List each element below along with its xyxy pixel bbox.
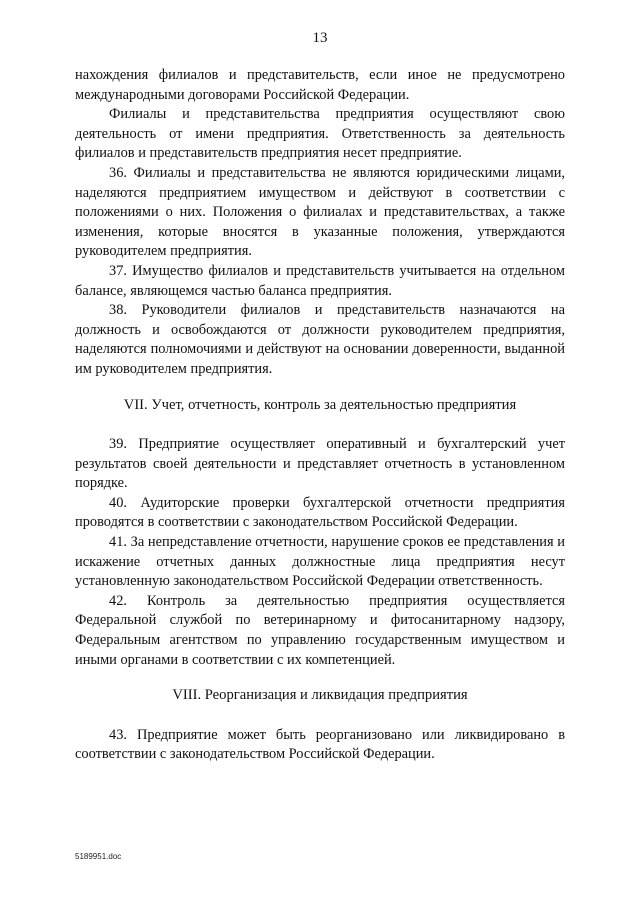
paragraph-42: 42. Контроль за деятельностью предприятия осуществляется Федеральной службой по ветеринарному и фитосанитарному надзору, Федеральным агентством по управлению государственным имуществом и иными органами в соответствии с их компетенцией. — [75, 592, 565, 668]
paragraph-continuation: нахождения филиалов и представительств, если иное не предусмотрено международными договорами Российской Федерации. — [75, 67, 565, 103]
section-vii-heading: VII. Учет, отчетность, контроль за деятельностью предприятия — [123, 396, 517, 413]
paragraph-40: 40. Аудиторские проверки бухгалтерской отчетности предприятия проводятся в соответствии с законодательством Российской Федерации. — [75, 494, 565, 531]
paragraph-37: 37. Имущество филиалов и представительств учитывается на отдельном балансе, являющемся частью баланса предприятия. — [75, 262, 565, 299]
page-number: 13 — [312, 30, 328, 46]
paragraph-branches-activity: Филиалы и представительства предприятия осуществляют свою деятельность от имени предприятия. Ответственность за деятельность филиалов и представительств предприятия несет предприятие. — [75, 106, 565, 162]
document-body — [75, 66, 565, 765]
paragraph-43: 43. Предприятие может быть реорганизовано или ликвидировано в соответствии с законодательством Российской Федерации. — [75, 726, 565, 763]
paragraph-39: 39. Предприятие осуществляет оперативный и бухгалтерский учет результатов своей деятельности и представляет отчетность в установленном порядке. — [75, 436, 565, 492]
footer-filename: 5189951.doc — [75, 852, 122, 861]
paragraph-41: 41. За непредставление отчетности, нарушение сроков ее представления и искажение отчетных данных должностные лица предприятия несут установленную законодательством Российской Федерации ответственность. — [75, 534, 565, 590]
paragraph-38: 38. Руководители филиалов и представительств назначаются на должность и освобождаются от должности руководителем предприятия, наделяются полномочиями и действуют на основании доверенности, выданной им руководителем предприятия. — [75, 302, 565, 377]
paragraph-36: 36. Филиалы и представительства не являются юридическими лицами, наделяются предприятием имуществом и действуют в соответствии с положениями о них. Положения о филиалах и представительствах, а также изменения, которые вносятся в указанные положения, утверждаются руководителем предприятия. — [75, 164, 565, 260]
section-viii-heading: VIII. Реорганизация и ликвидация предприятия — [172, 687, 468, 704]
